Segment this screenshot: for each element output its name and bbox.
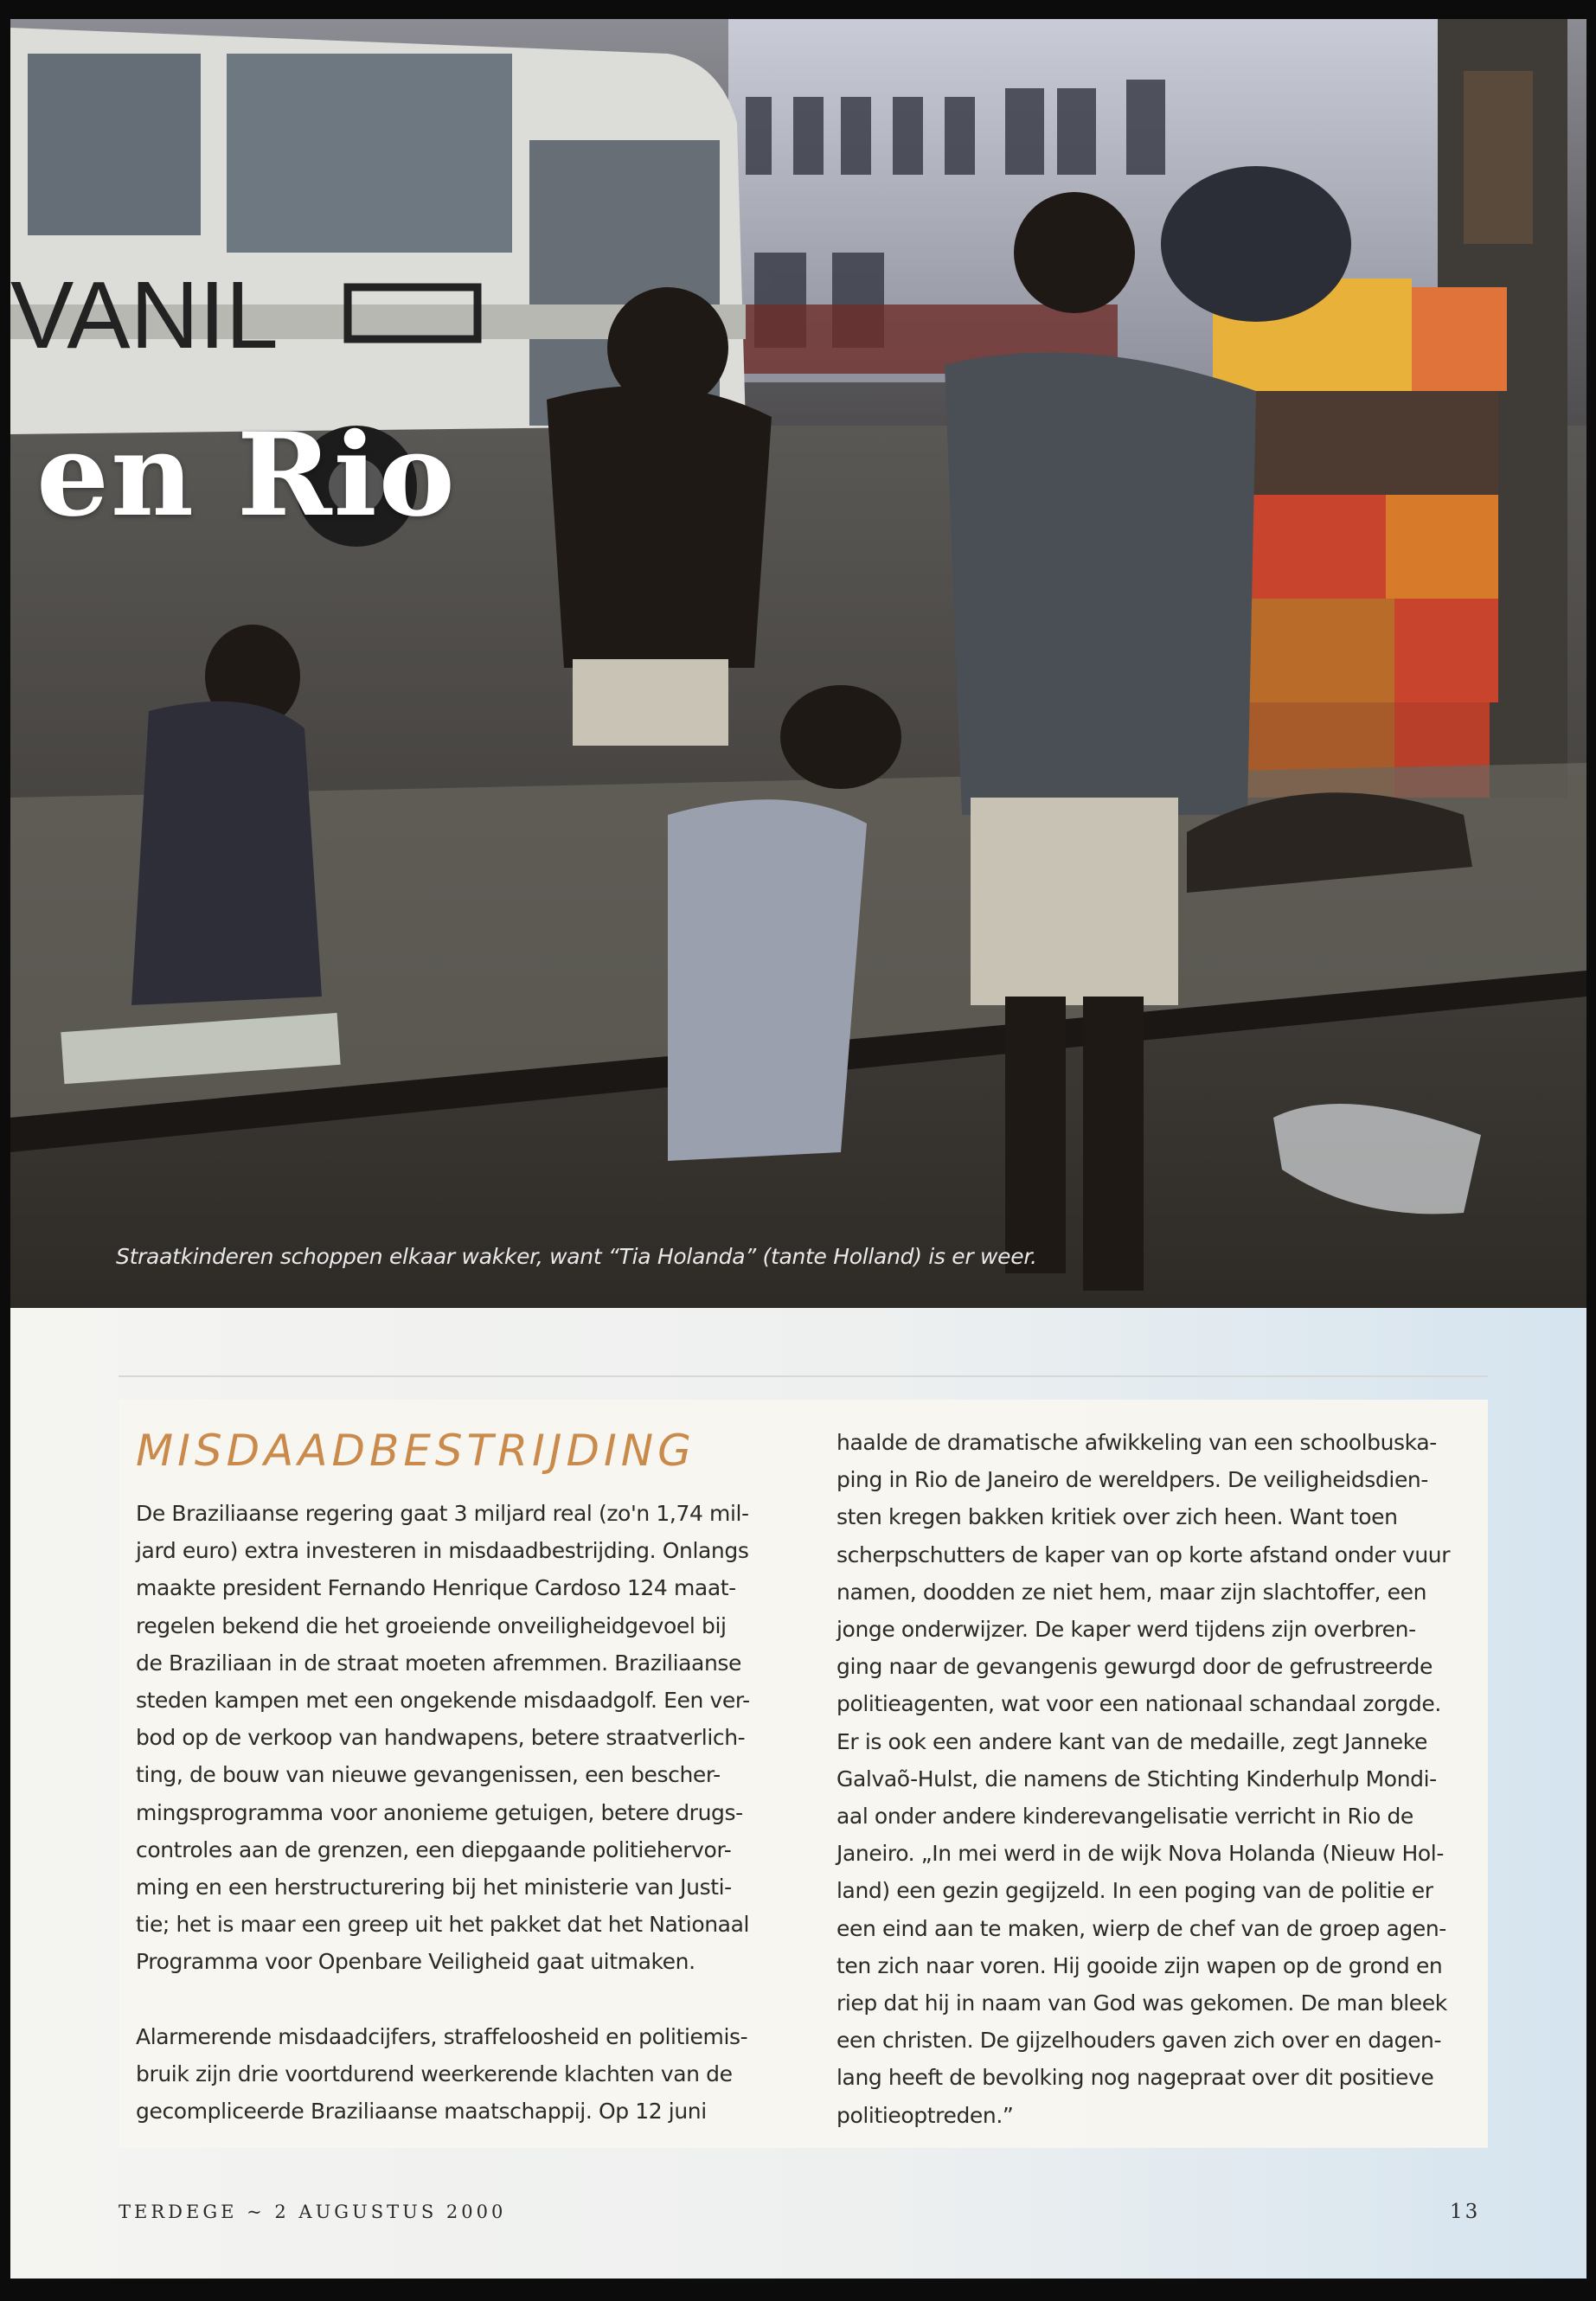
text-line: haalde de dramatische afwikkeling van een schoolbuska- xyxy=(836,1430,1437,1455)
text-line: de Braziliaan in de straat moeten afremmen. Braziliaanse xyxy=(136,1650,742,1676)
text-line: een eind aan te maken, wierp de chef van de groep agen- xyxy=(836,1915,1446,1941)
article-right-column xyxy=(836,1424,1459,2134)
text-line: ging naar de gevangenis gewurgd door de gefrustreerde xyxy=(836,1654,1433,1680)
text-line: sten kregen bakken kritiek over zich heen. Want toen xyxy=(836,1504,1398,1530)
page-number: 13 xyxy=(1450,2201,1481,2223)
text-line: Janeiro. „In mei werd in de wijk Nova Holanda (Nieuw Hol- xyxy=(836,1841,1444,1867)
bus-sign: VANIL xyxy=(10,262,279,369)
text-line: ting, de bouw van nieuwe gevangenissen, een bescher- xyxy=(136,1762,721,1788)
section-divider xyxy=(119,1375,1488,1377)
text-line: jard euro) extra investeren in misdaadbestrijding. Onlangs xyxy=(136,1538,749,1564)
text-line: controles aan de grenzen, een diepgaande politiehervor- xyxy=(136,1836,732,1862)
footer-publication: TERDEGE ~ 2 AUGUSTUS 2000 xyxy=(119,2202,507,2222)
text-line: scherpschutters de kaper van op korte afstand onder vuur xyxy=(836,1541,1451,1567)
text-line: ten zich naar voren. Hij gooide zijn wapen op de grond en xyxy=(836,1952,1443,1978)
text-line: jonge onderwijzer. De kaper werd tijdens zijn overbren- xyxy=(836,1617,1416,1643)
text-line: Er is ook een andere kant van de medaille, zegt Janneke xyxy=(836,1728,1427,1754)
text-line: politieagenten, wat voor een nationaal schandaal zorgde. xyxy=(836,1691,1441,1717)
section-heading: MISDAADBESTRIJDING xyxy=(136,1426,695,1476)
text-line: Programma voor Openbare Veiligheid gaat uitmaken. xyxy=(136,1949,695,1975)
text-line: maakte president Fernando Henrique Cardoso 124 maat- xyxy=(136,1575,736,1601)
text-line: aal onder andere kinderevangelisatie verricht in Rio de xyxy=(836,1804,1413,1830)
text-line: namen, doodden ze niet hem, maar zijn slachtoffer, een xyxy=(836,1579,1427,1605)
photo-caption: Straatkinderen schoppen elkaar wakker, want “Tia Holanda” (tante Holland) is er weer. xyxy=(116,1244,1037,1269)
text-line: gecompliceerde Braziliaanse maatschappij. Op 12 juni xyxy=(136,2099,707,2125)
text-line: De Braziliaanse regering gaat 3 miljard real (zo'n 1,74 mil- xyxy=(136,1501,749,1526)
text-line: mingsprogramma voor anonieme getuigen, betere drugs- xyxy=(136,1799,743,1825)
text-line: lang heeft de bevolking nog nagepraat over dit positieve xyxy=(836,2065,1434,2091)
magazine-page xyxy=(10,19,1586,2279)
text-line: Alarmerende misdaadcijfers, straffeloosheid en politiemis- xyxy=(136,2023,748,2049)
street-photo xyxy=(10,19,1586,1308)
article-left-column xyxy=(136,1495,759,2130)
text-line: regelen bekend die het groeiende onveiligheidgevoel bij xyxy=(136,1612,727,1638)
text-line: steden kampen met een ongekende misdaadgolf. Een ver- xyxy=(136,1688,750,1714)
text-line: een christen. De gijzelhouders gaven zich over en dagen- xyxy=(836,2028,1442,2054)
photo-illustration xyxy=(10,19,1586,1308)
text-line: tie; het is maar een greep uit het pakket dat het Nationaal xyxy=(136,1912,750,1938)
text-line: ping in Rio de Janeiro de wereldpers. De veiligheidsdien- xyxy=(836,1467,1428,1493)
text-line: bruik zijn drie voortdurend weerkerende klachten van de xyxy=(136,2061,733,2086)
text-line: bod op de verkoop van handwapens, betere straatverlich- xyxy=(136,1725,746,1751)
text-line: land) een gezin gegijzeld. In een poging van de politie er xyxy=(836,1878,1433,1904)
text-line: riep dat hij in naam van God was gekomen. De man bleek xyxy=(836,1990,1447,2016)
text-line: ming en een herstructurering bij het ministerie van Justi- xyxy=(136,1875,732,1900)
text-line: Galvaõ-Hulst, die namens de Stichting Kinderhulp Mondi- xyxy=(836,1766,1437,1791)
text-line: politieoptreden.” xyxy=(836,2102,1014,2128)
photo-headline: en Rio xyxy=(36,408,457,542)
